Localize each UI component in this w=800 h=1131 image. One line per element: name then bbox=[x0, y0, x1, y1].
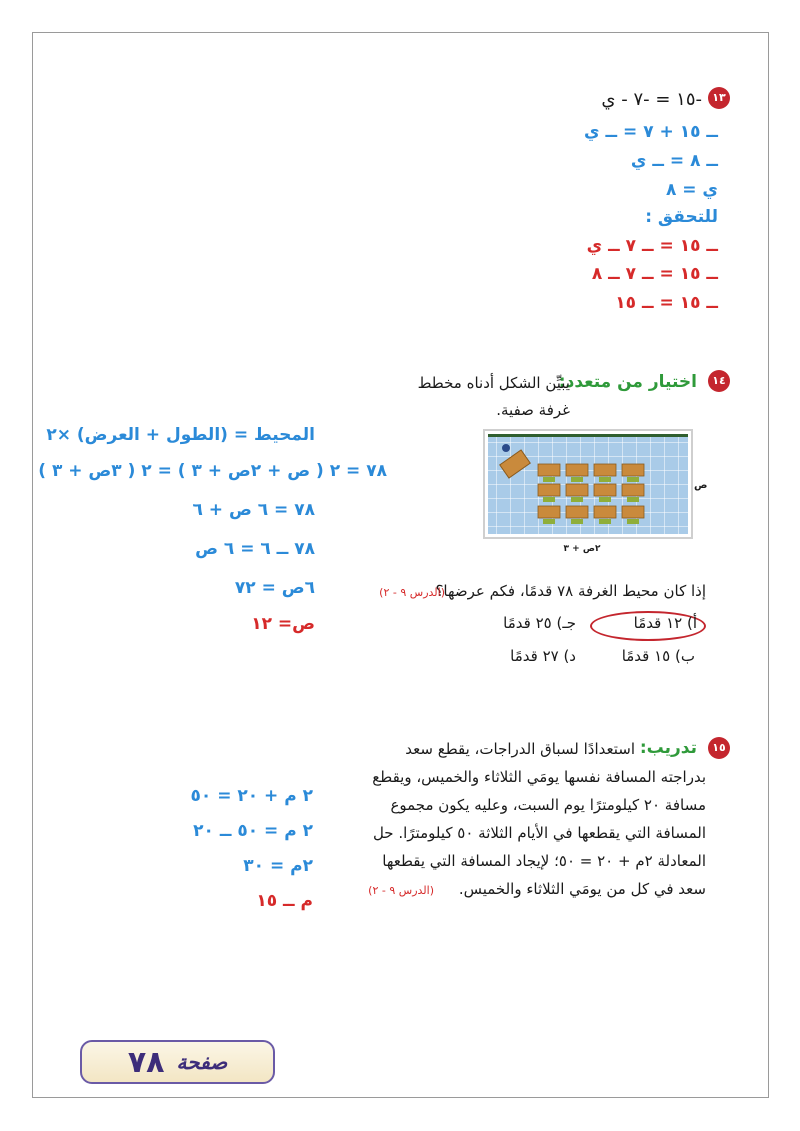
q14-solution-3: ٧٨ ــ ٦ = ٦ ص bbox=[195, 539, 315, 559]
q13-line-3: ي = ٨ bbox=[665, 180, 718, 200]
q14-stem-line1: يبيِّن الشكل أدناه مخطط bbox=[417, 374, 570, 392]
q15-lesson-ref: (الدرس ٩ - ٢) bbox=[368, 884, 434, 897]
figure-length-label: ٢ص + ٣ bbox=[563, 544, 601, 554]
q14-solution-2: ٧٨ = ٦ ص + ٦ bbox=[192, 500, 315, 520]
q14-option-a: أ) ١٢ قدمًا bbox=[633, 614, 697, 632]
question-14-badge: ١٤ bbox=[708, 370, 730, 392]
question-13-badge: ١٣ bbox=[708, 87, 730, 109]
q13-line-5: ــ ١٥ = ــ ٧ ــ ي bbox=[586, 236, 718, 256]
page-frame bbox=[32, 32, 769, 1098]
q14-option-d: د) ٢٧ قدمًا bbox=[510, 647, 576, 665]
q14-stem-line2: غرفة صفية. bbox=[496, 401, 570, 419]
page-label: صفحة bbox=[176, 1050, 228, 1074]
question-15-badge: ١٥ bbox=[708, 737, 730, 759]
q15-solution-3: م ــ ١٥ bbox=[256, 891, 313, 911]
q14-option-b: ب) ١٥ قدمًا bbox=[621, 647, 695, 665]
q13-line-6: ــ ١٥ = ــ ٧ ــ ٨ bbox=[591, 264, 718, 284]
figure-width-label: ص bbox=[694, 480, 708, 491]
q15-text-line4: المسافة التي يقطعها في الأيام الثلاثة ٥٠ كيلومترًا. حل bbox=[372, 824, 706, 842]
q13-line-0: -١٥ = -٧ - ي bbox=[601, 89, 702, 110]
q14-solution-0: المحيط = (الطول + العرض) ×٢ bbox=[46, 425, 315, 445]
q15-text-line6: سعد في كل من يومَي الثلاثاء والخميس. bbox=[458, 880, 706, 898]
q15-solution-1: ٢ م = ٥٠ ــ ٢٠ bbox=[193, 821, 313, 841]
q14-question: إذا كان محيط الغرفة ٧٨ قدمًا، فكم عرضها؟ bbox=[435, 582, 706, 600]
q15-text-line5: المعادلة ٢م + ٢٠ = ٥٠؛ لإيجاد المسافة التي يقطعها bbox=[382, 852, 706, 870]
q13-line-1: ــ ١٥ + ٧ = ــ ي bbox=[584, 122, 718, 142]
q14-solution-4: ٦ص = ٧٢ bbox=[234, 578, 315, 598]
q15-text-line3: مسافة ٢٠ كيلومترًا يوم السبت، وعليه يكون مجموع bbox=[390, 796, 706, 814]
q14-lesson-ref: (الدرس ٩ - ٢) bbox=[379, 586, 445, 599]
q14-solution-5: ص= ١٢ bbox=[251, 614, 315, 634]
q14-option-c: جـ) ٢٥ قدمًا bbox=[503, 614, 576, 632]
q13-line-2: ــ ٨ = ــ ي bbox=[630, 151, 718, 171]
page-number: ٧٨ bbox=[127, 1044, 165, 1080]
page-number-box bbox=[80, 1040, 275, 1084]
q15-title: تدريب: bbox=[639, 738, 697, 758]
q14-solution-1: ٧٨ = ٢ ( ص + ٢ص + ٣ ) = ٢ ( ٣ص + ٣ ) bbox=[38, 461, 387, 481]
q13-line-7: ــ ١٥ = ــ ١٥ bbox=[615, 293, 718, 313]
q14-title: اختيار من متعدد: bbox=[558, 372, 697, 392]
q15-text-line1: استعدادًا لسباق الدراجات، يقطع سعد bbox=[405, 740, 635, 758]
classroom-diagram bbox=[482, 428, 708, 558]
q13-check-label: للتحقق : bbox=[645, 207, 718, 227]
q15-solution-0: ٢ م + ٢٠ = ٥٠ bbox=[190, 786, 313, 806]
q15-solution-2: ٢م = ٣٠ bbox=[243, 856, 313, 876]
q15-text-line2: بدراجته المسافة نفسها يومَي الثلاثاء والخميس، ويقطع bbox=[372, 768, 706, 786]
